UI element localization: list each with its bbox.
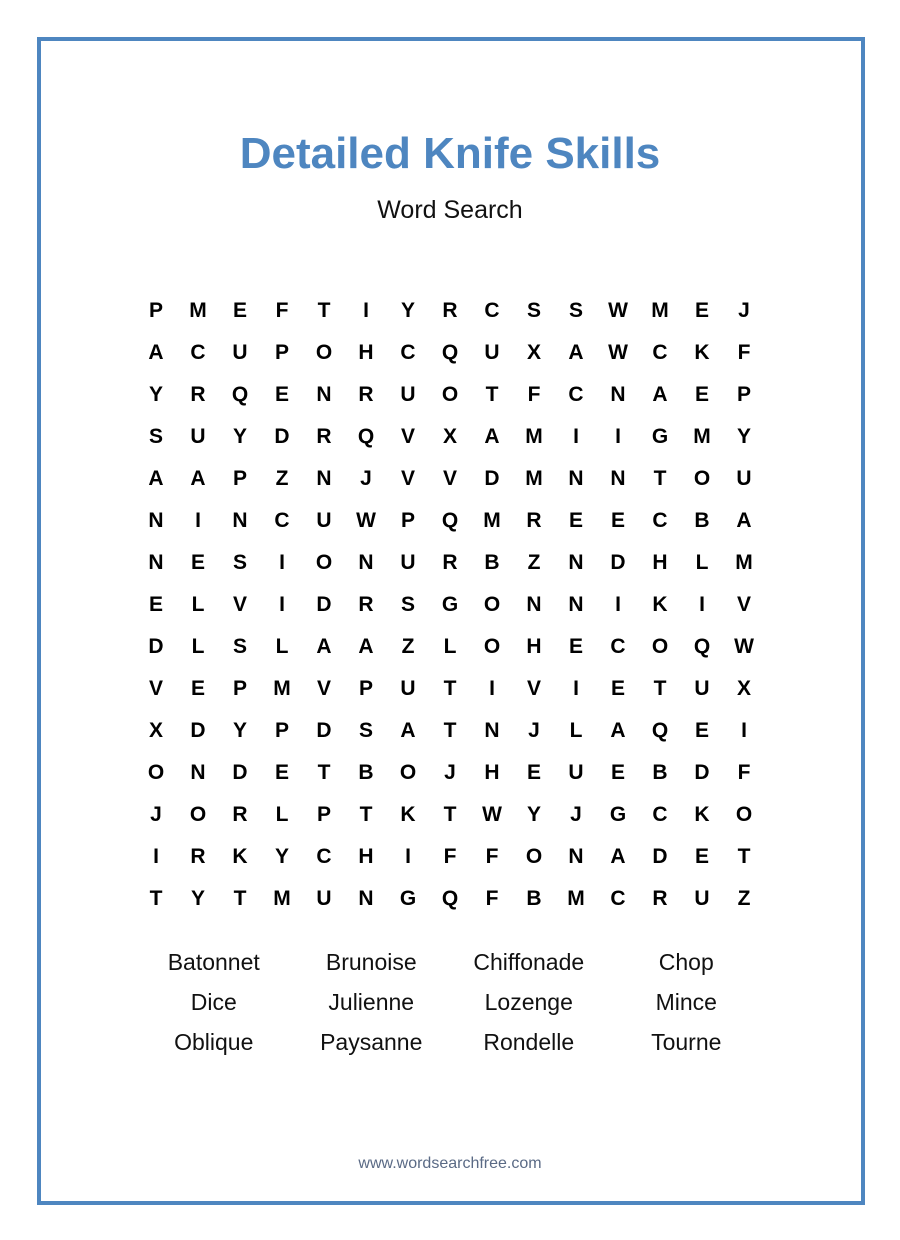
grid-letter: U — [568, 761, 584, 784]
grid-letter: P — [232, 677, 247, 700]
grid-letter: L — [275, 635, 289, 658]
grid-letter: D — [190, 719, 206, 742]
grid-letter: T — [149, 887, 163, 910]
grid-letter: H — [358, 845, 374, 868]
grid-letter: N — [610, 467, 626, 490]
grid-letter: I — [741, 719, 747, 742]
grid-letter: Q — [357, 425, 375, 448]
grid-letter: E — [694, 845, 709, 868]
grid-letter: M — [273, 887, 291, 910]
grid-letter: A — [148, 341, 164, 364]
grid-letter: C — [190, 341, 206, 364]
grid-letter: A — [484, 425, 500, 448]
grid-letter: K — [232, 845, 248, 868]
grid-letter: R — [316, 425, 332, 448]
grid-letter: U — [400, 677, 416, 700]
grid-letter: S — [526, 299, 541, 322]
grid-letter: V — [442, 467, 457, 490]
grid-letter: M — [525, 467, 543, 490]
grid-letter: Z — [737, 887, 751, 910]
grid-letter: U — [694, 677, 710, 700]
grid-letter: I — [699, 593, 705, 616]
grid-letter: K — [652, 593, 668, 616]
grid-letter: Z — [401, 635, 415, 658]
grid-letter: N — [148, 509, 164, 532]
grid-letter: T — [317, 761, 331, 784]
grid-letter: R — [652, 887, 668, 910]
grid-letter: F — [737, 341, 751, 364]
grid-letter: E — [610, 509, 625, 532]
grid-letter: C — [274, 509, 290, 532]
grid-letter: G — [651, 425, 669, 448]
grid-letter: U — [484, 341, 500, 364]
grid-letter: C — [652, 509, 668, 532]
grid-letter: O — [147, 761, 165, 784]
grid-letter: M — [189, 299, 207, 322]
grid-letter: N — [610, 383, 626, 406]
grid-letter: W — [482, 803, 502, 826]
grid-letter: N — [190, 761, 206, 784]
grid-letter: P — [400, 509, 415, 532]
grid-letter: C — [610, 635, 626, 658]
grid-letter: Y — [232, 719, 247, 742]
grid-letter: C — [400, 341, 416, 364]
grid-letter: L — [695, 551, 709, 574]
grid-letter: C — [652, 341, 668, 364]
grid-letter: L — [443, 635, 457, 658]
grid-letter: D — [652, 845, 668, 868]
grid-letter: E — [694, 299, 709, 322]
grid-letter: E — [526, 761, 541, 784]
grid-letter: P — [232, 467, 247, 490]
grid-letter: E — [610, 761, 625, 784]
grid-letter: M — [651, 299, 669, 322]
grid-letter: U — [400, 551, 416, 574]
grid-letter: J — [528, 719, 540, 742]
grid-letter: Y — [736, 425, 751, 448]
grid-letter: U — [190, 425, 206, 448]
grid-letter: U — [736, 467, 752, 490]
grid-letter: B — [358, 761, 374, 784]
grid-letter: N — [232, 509, 248, 532]
word-list-item: Oblique — [174, 1028, 254, 1055]
grid-letter: T — [443, 803, 457, 826]
word-list-item: Tourne — [651, 1028, 722, 1055]
grid-letter: T — [443, 719, 457, 742]
grid-letter: Z — [275, 467, 289, 490]
grid-letter: T — [317, 299, 331, 322]
grid-letter: P — [274, 341, 289, 364]
grid-letter: D — [274, 425, 290, 448]
grid-letter: D — [610, 551, 626, 574]
grid-letter: H — [526, 635, 542, 658]
grid-letter: U — [400, 383, 416, 406]
grid-letter: I — [405, 845, 411, 868]
grid-letter: I — [615, 425, 621, 448]
page-subtitle: Word Search — [377, 196, 523, 224]
grid-letter: U — [694, 887, 710, 910]
grid-letter: Y — [232, 425, 247, 448]
grid-letter: E — [568, 635, 583, 658]
grid-letter: I — [279, 551, 285, 574]
grid-letter: W — [734, 635, 754, 658]
grid-letter: I — [489, 677, 495, 700]
grid-letter: L — [191, 635, 205, 658]
grid-letter: X — [526, 341, 541, 364]
grid-letter: Q — [231, 383, 249, 406]
grid-letter: I — [363, 299, 369, 322]
grid-letter: H — [652, 551, 668, 574]
grid-letter: S — [568, 299, 583, 322]
grid-letter: R — [358, 383, 374, 406]
grid-letter: J — [570, 803, 582, 826]
grid-letter: F — [443, 845, 457, 868]
grid-letter: F — [485, 887, 499, 910]
grid-letter: M — [273, 677, 291, 700]
page-title: Detailed Knife Skills — [239, 129, 661, 178]
grid-letter: Y — [526, 803, 541, 826]
grid-letter: D — [484, 467, 500, 490]
grid-letter: V — [316, 677, 331, 700]
grid-letter: Y — [400, 299, 415, 322]
grid-letter: J — [360, 467, 372, 490]
grid-letter: Z — [527, 551, 541, 574]
grid-letter: I — [573, 677, 579, 700]
grid-letter: B — [526, 887, 542, 910]
grid-letter: M — [525, 425, 543, 448]
grid-letter: V — [232, 593, 247, 616]
grid-letter: J — [150, 803, 162, 826]
grid-letter: E — [694, 719, 709, 742]
grid-letter: T — [233, 887, 247, 910]
word-list-item: Julienne — [328, 988, 415, 1015]
grid-letter: P — [316, 803, 331, 826]
grid-letter: X — [736, 677, 751, 700]
grid-letter: F — [275, 299, 289, 322]
grid-letter: E — [232, 299, 247, 322]
grid-letter: O — [441, 383, 459, 406]
grid-letter: A — [316, 635, 332, 658]
grid-letter: R — [442, 299, 458, 322]
grid-letter: N — [484, 719, 500, 742]
grid-letter: K — [694, 341, 710, 364]
grid-letter: P — [148, 299, 163, 322]
grid-letter: O — [483, 593, 501, 616]
grid-letter: P — [274, 719, 289, 742]
grid-letter: S — [148, 425, 163, 448]
grid-letter: X — [148, 719, 163, 742]
grid-letter: I — [573, 425, 579, 448]
grid-letter: S — [232, 635, 247, 658]
grid-letter: E — [568, 509, 583, 532]
grid-letter: T — [485, 383, 499, 406]
grid-letter: T — [359, 803, 373, 826]
grid-letter: O — [189, 803, 207, 826]
grid-letter: M — [483, 509, 501, 532]
word-list-item: Dice — [190, 988, 237, 1015]
word-list — [135, 942, 765, 1062]
word-list-item: Chiffonade — [473, 948, 585, 975]
grid-letter: T — [443, 677, 457, 700]
grid-letter: V — [400, 425, 415, 448]
grid-letter: M — [735, 551, 753, 574]
word-list-item: Brunoise — [325, 948, 417, 975]
grid-letter: A — [568, 341, 584, 364]
grid-letter: F — [485, 845, 499, 868]
grid-letter: F — [737, 761, 751, 784]
grid-letter: M — [693, 425, 711, 448]
grid-letter: C — [652, 803, 668, 826]
grid-letter: B — [694, 509, 710, 532]
grid-letter: Q — [441, 887, 459, 910]
grid-letter: W — [608, 299, 628, 322]
grid-letter: K — [400, 803, 416, 826]
grid-letter: P — [736, 383, 751, 406]
grid-letter: R — [442, 551, 458, 574]
grid-letter: N — [568, 467, 584, 490]
grid-letter: O — [483, 635, 501, 658]
grid-letter: O — [651, 635, 669, 658]
grid-letter: A — [190, 467, 206, 490]
grid-letter: O — [693, 467, 711, 490]
grid-letter: Q — [693, 635, 711, 658]
grid-letter: V — [736, 593, 751, 616]
grid-letter: A — [358, 635, 374, 658]
grid-letter: V — [148, 677, 163, 700]
grid-letter: A — [736, 509, 752, 532]
grid-letter: E — [274, 761, 289, 784]
grid-letter: U — [316, 509, 332, 532]
grid-letter: M — [567, 887, 585, 910]
grid-letter: L — [275, 803, 289, 826]
grid-letter: X — [442, 425, 457, 448]
grid-letter: L — [191, 593, 205, 616]
grid-letter: O — [735, 803, 753, 826]
grid-letter: D — [316, 593, 332, 616]
word-list-item: Paysanne — [320, 1028, 423, 1055]
grid-letter: V — [400, 467, 415, 490]
grid-letter: R — [232, 803, 248, 826]
grid-letter: D — [316, 719, 332, 742]
grid-letter: N — [148, 551, 164, 574]
grid-letter: V — [526, 677, 541, 700]
grid-letter: G — [609, 803, 627, 826]
grid-letter: C — [484, 299, 500, 322]
grid-letter: I — [279, 593, 285, 616]
grid-letter: S — [400, 593, 415, 616]
grid-letter: P — [358, 677, 373, 700]
grid-letter: N — [358, 551, 374, 574]
grid-letter: A — [652, 383, 668, 406]
grid-letter: N — [316, 467, 332, 490]
grid-letter: L — [569, 719, 583, 742]
letter-grid — [135, 290, 765, 920]
grid-letter: N — [316, 383, 332, 406]
grid-letter: E — [190, 551, 205, 574]
grid-letter: E — [694, 383, 709, 406]
grid-letter: N — [358, 887, 374, 910]
grid-letter: C — [568, 383, 584, 406]
grid-letter: F — [527, 383, 541, 406]
grid-letter: W — [608, 341, 628, 364]
word-list-item: Rondelle — [483, 1028, 575, 1055]
word-list-item: Batonnet — [167, 948, 260, 975]
grid-letter: E — [148, 593, 163, 616]
grid-letter: A — [610, 719, 626, 742]
word-list-item: Chop — [658, 948, 714, 975]
grid-letter: J — [738, 299, 750, 322]
grid-letter: N — [526, 593, 542, 616]
grid-letter: O — [399, 761, 417, 784]
grid-letter: J — [444, 761, 456, 784]
grid-letter: R — [358, 593, 374, 616]
grid-letter: U — [232, 341, 248, 364]
word-list-item: Mince — [655, 988, 717, 1015]
grid-letter: W — [356, 509, 376, 532]
grid-letter: Y — [190, 887, 205, 910]
grid-letter: O — [315, 341, 333, 364]
grid-letter: I — [615, 593, 621, 616]
grid-letter: A — [400, 719, 416, 742]
grid-letter: N — [568, 845, 584, 868]
grid-letter: Q — [441, 509, 459, 532]
grid-letter: S — [232, 551, 247, 574]
grid-letter: C — [316, 845, 332, 868]
grid-letter: B — [484, 551, 500, 574]
grid-letter: R — [526, 509, 542, 532]
grid-letter: A — [610, 845, 626, 868]
grid-letter: D — [694, 761, 710, 784]
grid-letter: T — [653, 467, 667, 490]
grid-letter: C — [610, 887, 626, 910]
grid-letter: S — [358, 719, 373, 742]
grid-letter: R — [190, 845, 206, 868]
grid-letter: T — [737, 845, 751, 868]
grid-letter: E — [274, 383, 289, 406]
grid-letter: B — [652, 761, 668, 784]
grid-letter: U — [316, 887, 332, 910]
grid-letter: I — [195, 509, 201, 532]
grid-letter: A — [148, 467, 164, 490]
grid-letter: O — [525, 845, 543, 868]
footer-url[interactable]: www.wordsearchfree.com — [358, 1155, 542, 1172]
grid-letter: Q — [651, 719, 669, 742]
grid-letter: H — [358, 341, 374, 364]
grid-letter: O — [315, 551, 333, 574]
grid-letter: Y — [274, 845, 289, 868]
grid-letter: G — [441, 593, 459, 616]
grid-letter: K — [694, 803, 710, 826]
grid-letter: R — [190, 383, 206, 406]
grid-letter: D — [148, 635, 164, 658]
word-list-item: Lozenge — [484, 988, 573, 1015]
grid-letter: Y — [148, 383, 163, 406]
grid-letter: Q — [441, 341, 459, 364]
grid-letter: D — [232, 761, 248, 784]
grid-letter: E — [610, 677, 625, 700]
grid-letter: T — [653, 677, 667, 700]
grid-letter: H — [484, 761, 500, 784]
grid-letter: N — [568, 551, 584, 574]
grid-letter: E — [190, 677, 205, 700]
grid-letter: G — [399, 887, 417, 910]
grid-letter: I — [153, 845, 159, 868]
grid-letter: N — [568, 593, 584, 616]
